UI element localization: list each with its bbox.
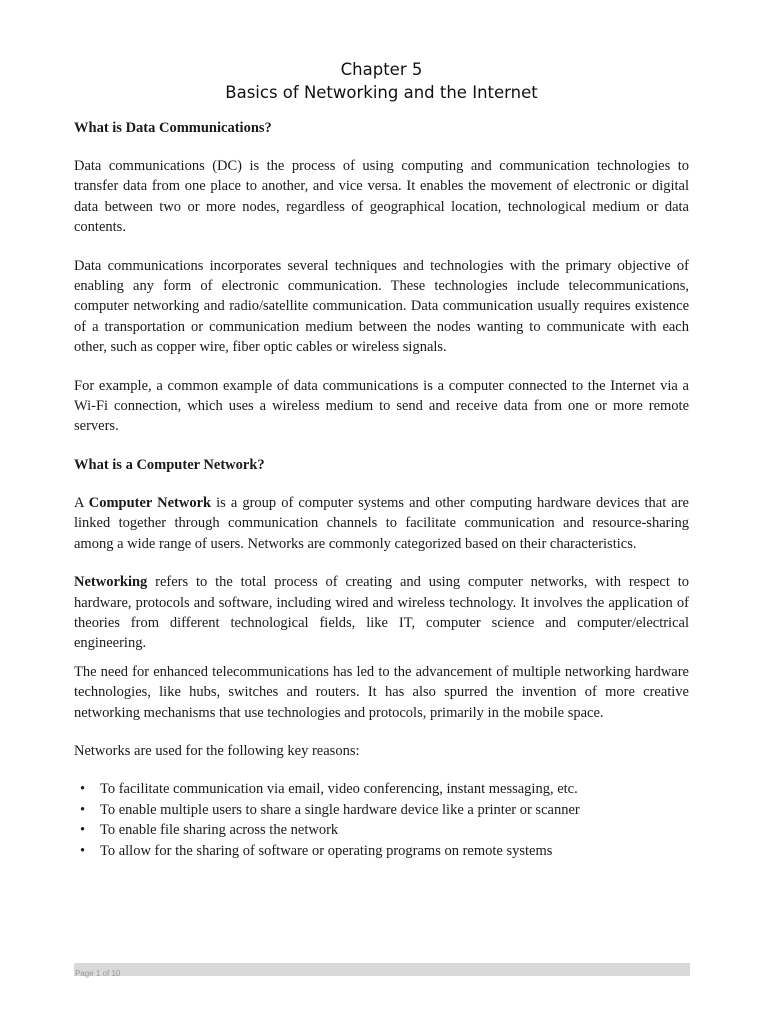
cn-prefix: A bbox=[74, 494, 89, 511]
paragraph-enhanced-telecom: The need for enhanced telecommunications has led to the advancement of multiple networking hardware technologies, like hubs, switches and routers. It has also spurred the invention of more creative networking mechanisms that use technologies and protocols, primarily in the mobile space. bbox=[74, 663, 689, 721]
list-item: • To facilitate communication via email, video conferencing, instant messaging, etc. bbox=[100, 779, 689, 799]
paragraph-networking bbox=[74, 572, 689, 654]
section-heading-computer-network: What is a Computer Network? bbox=[74, 456, 265, 473]
cn-definition-text: is a group of computer systems and other computing hardware devices that are linked together through communication channels to facilitate communication and resource-sharing among a wide range of users. Networks are commonly categorized based on their characteristics. bbox=[74, 494, 689, 552]
term-networking: Networking bbox=[74, 574, 148, 591]
paragraph-dc-techniques: Data communications incorporates several techniques and technologies with the primary objective of enabling any form of electronic communication. These technologies include telecommunications, computer networking and radio/satellite communication. Data communication usually requires existence of a transportation or communication medium between the nodes wanting to communicate with each other, such as copper wire, fiber optic cables or wireless signals. bbox=[74, 257, 689, 356]
list-item: • To allow for the sharing of software or operating programs on remote systems bbox=[100, 841, 689, 861]
list-item: • To enable multiple users to share a single hardware device like a printer or scanner bbox=[100, 800, 689, 820]
paragraph-cn-definition bbox=[74, 493, 689, 554]
paragraph-dc-example: For example, a common example of data communications is a computer connected to the Internet via a Wi-Fi connection, which uses a wireless medium to send and receive data from one or more remote servers. bbox=[74, 377, 689, 435]
page-number: Page 1 of 10 bbox=[75, 969, 121, 978]
reasons-list bbox=[74, 779, 689, 861]
page-footer bbox=[74, 963, 690, 976]
section-heading-data-communications: What is Data Communications? bbox=[74, 120, 272, 136]
list-item: • To enable file sharing across the network bbox=[100, 820, 689, 840]
paragraph-dc-definition: Data communications (DC) is the process of using computing and communication technologies to transfer data from one place to another, and vice versa. It enables the movement of electronic or digital data between two or more nodes, regardless of geographical location, technological medium or data contents. bbox=[74, 158, 689, 236]
page-content bbox=[74, 58, 689, 861]
chapter-title-block bbox=[74, 58, 689, 104]
chapter-title: Basics of Networking and the Internet bbox=[225, 83, 538, 102]
paragraph-key-reasons-intro: Networks are used for the following key reasons: bbox=[74, 742, 360, 759]
term-computer-network: Computer Network bbox=[88, 494, 212, 511]
networking-text: refers to the total process of creating and using computer networks, with respect to hardware, protocols and software, including wired and wireless technology. It involves the application of theories from different technological fields, like IT, computer science and computer/electrical engineering. bbox=[74, 574, 689, 652]
chapter-number: Chapter 5 bbox=[340, 60, 423, 79]
